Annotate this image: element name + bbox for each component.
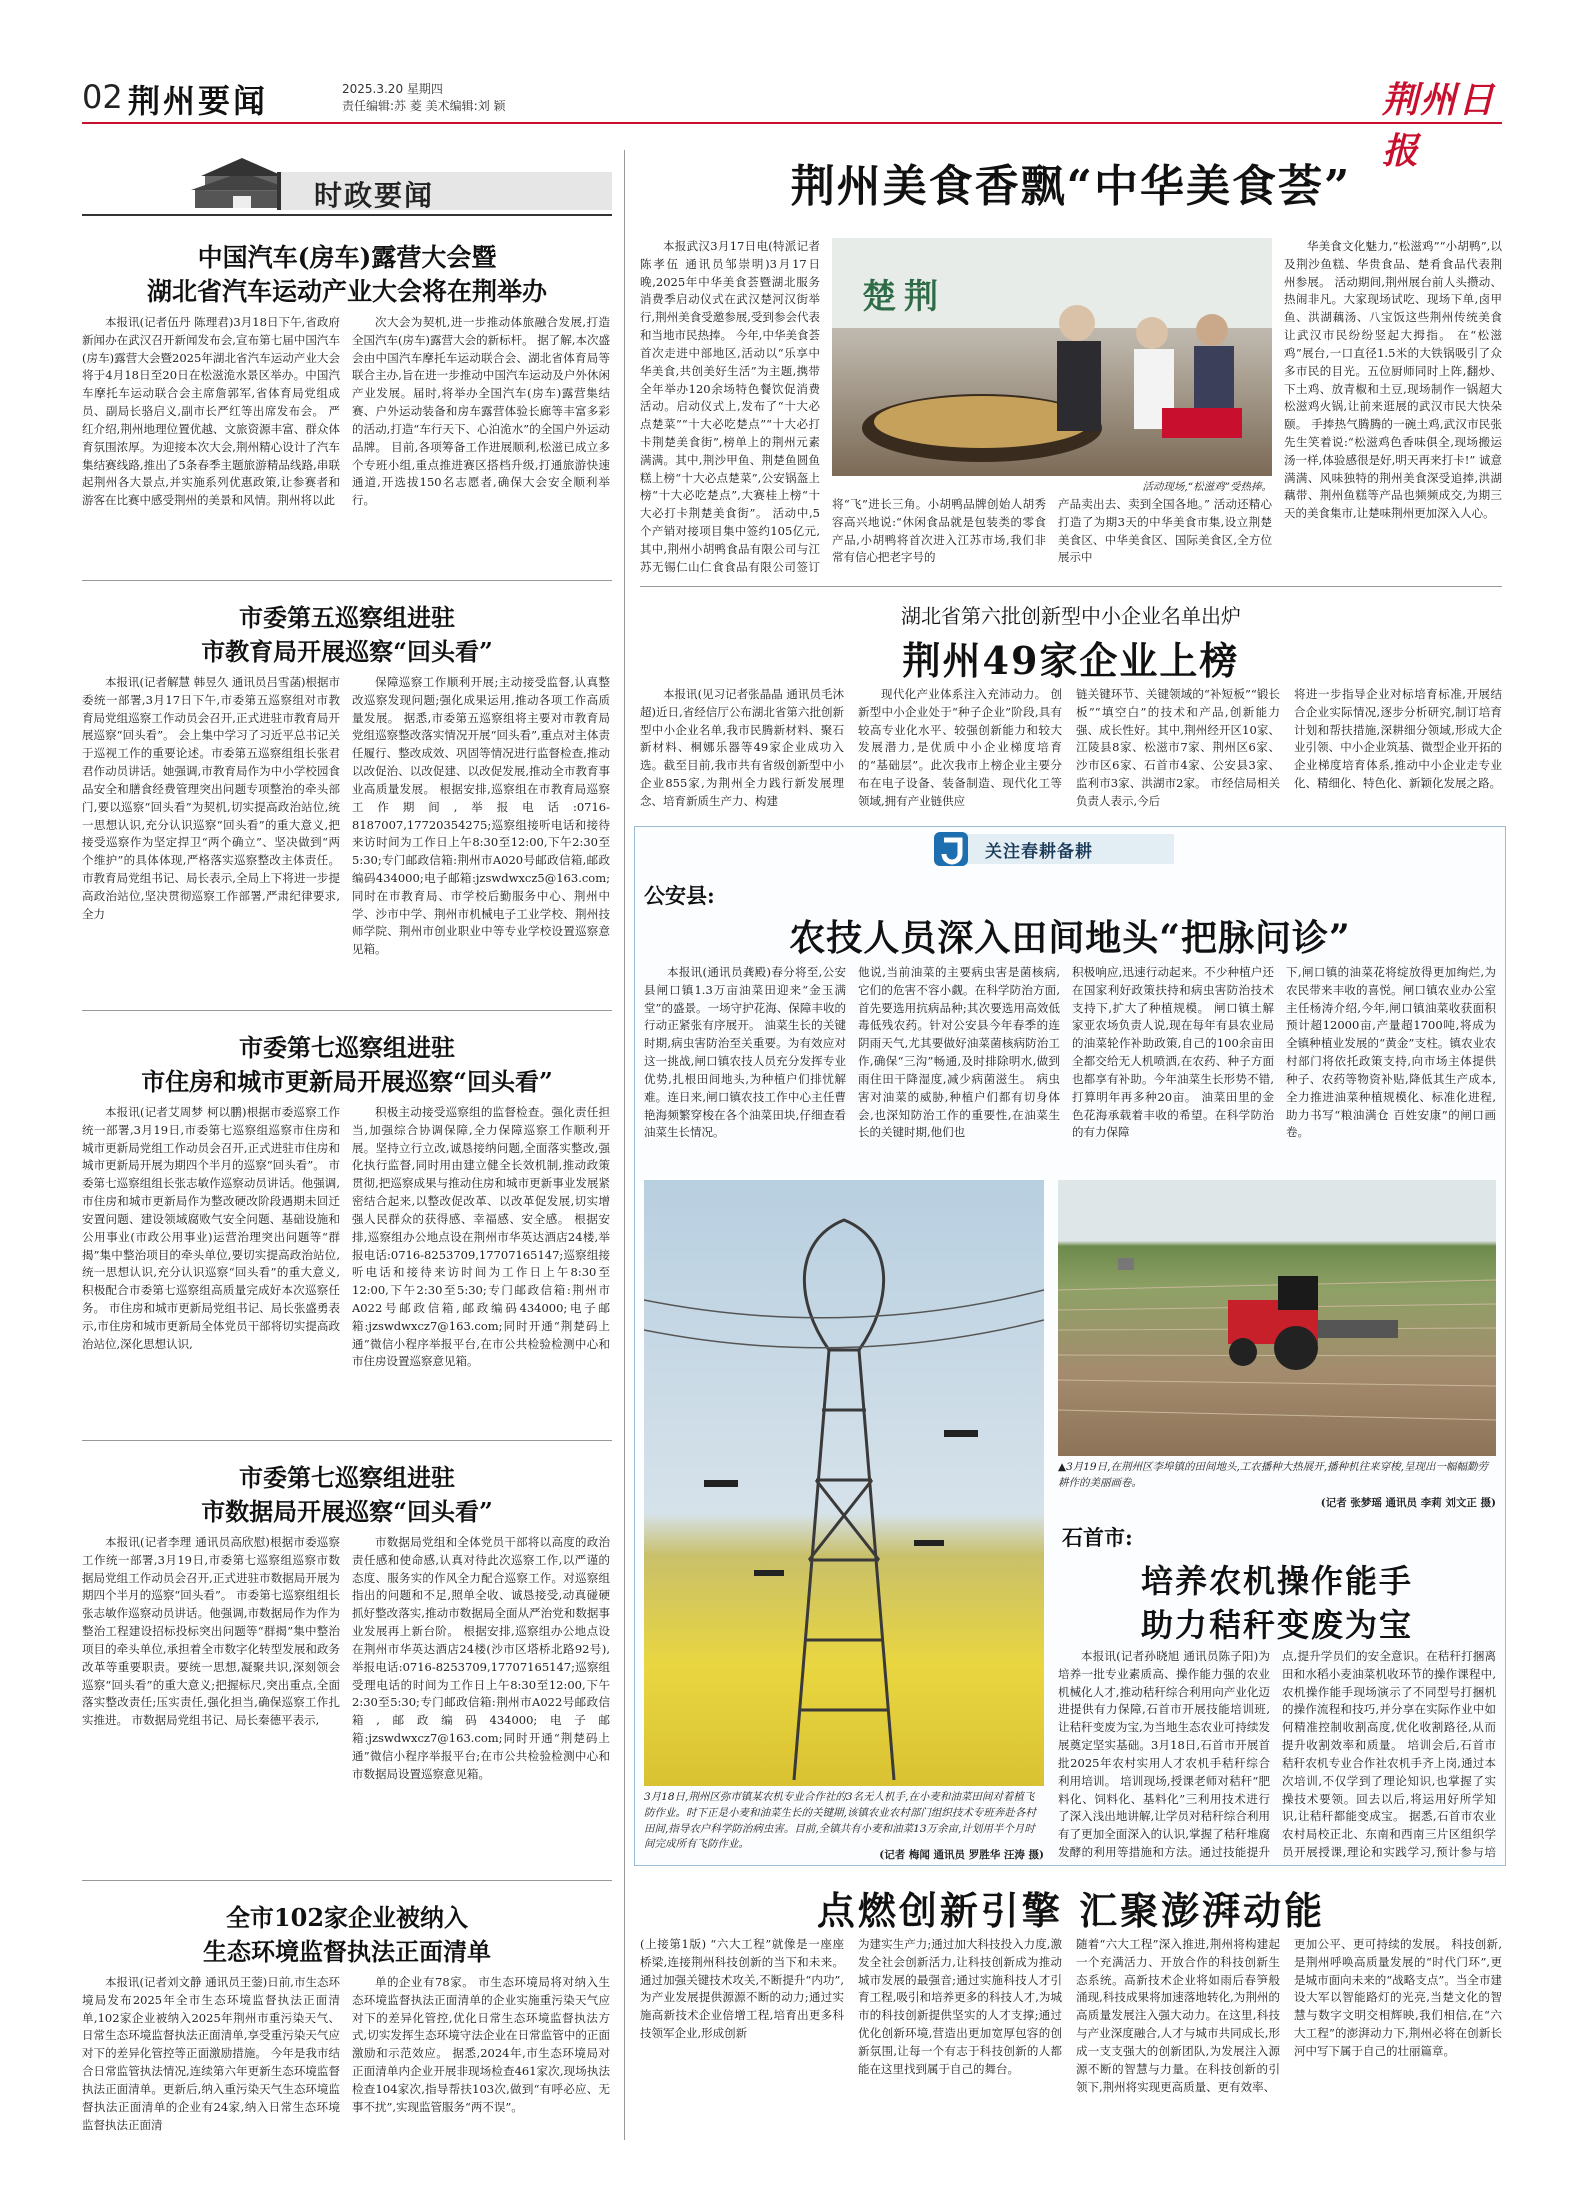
headline-inspection-housing-line2: 市住房和城市更新局开展巡察“回头看” <box>141 1067 553 1096</box>
section-title: 荆州要闻 <box>128 82 269 120</box>
article-innovation-col4: 更加公平、更可持续的发展。 科技创新,是荆州呼唤高质量发展的“时代门环”,更是城市面向未来的“战略支点”。当全市建设大军以智能路灯的光亮,当楚文化的智慧与数字文明交相辉映,我们相信,在“六大工程”的澎湃动力下,荆州必将在创新长河中写下属于自己的壮丽篇章。 <box>1294 1937 1502 2058</box>
column-divider <box>624 150 625 2140</box>
headline-inspection-education-line2: 市教育局开展巡察“回头看” <box>201 637 493 666</box>
article-inspection-housing-col2: 积极主动接受巡察组的监督检查。强化责任担当,加强综合协调保障,全力保障巡察工作顺利开展。坚持立行立改,诚恳接纳问题,全面落实整改,强化执行监督,同时用由建立健全长效机制,推动政策贯彻,把巡察成果与推动住房和城市更新事业发展紧密结合起来,以整改促改革、以改革促发展,切实增强人民群众的获得感、幸福感、安全感。 根据安排,巡察组办公地点设在荆州市华英达酒店24楼,举报电话:0716-8253709,17707165147;巡察组接听电话和接待来访时间为工作日上午8:30至12:00,下午2:30至5:30;专门邮政信箱:荆州市A022号邮政信箱,邮政编码434000;电子邮箱:jzswdwxcz7@163.com;同时开通“荆楚码上通”微信小程序举报平台,在市公共检验检测中心和市住房设置巡察意见箱。 <box>352 1105 610 1369</box>
article-innovative-smes-col1: 本报讯(见习记者张晶晶 通讯员毛沐超)近日,省经信厅公布湖北省第六批创新型中小企业名单,我市民腾新材料、聚石新材料、桐娜乐器等49家企业成功入选。截至目前,我市共有省级创新型中小企业855家,为荆州全力践行新发展理念、培育新质生产力、构建 <box>640 687 844 808</box>
svg-text:楚: 楚 <box>862 277 896 317</box>
tractor-photo-caption: ▲3月19日,在荆州区李埠镇的田间地头,工农播种大热展开,播种机往来穿梭,呈现出一幅幅勤劳耕作的美丽画卷。 <box>1058 1461 1488 1489</box>
power-tower-icon <box>644 1180 1044 1786</box>
article-innovation-col3: 随着“六大工程”深入推进,荆州将构建起一个充满活力、开放合作的科技创新生态系统。高新技术企业将如雨后春笋般涌现,科技成果将加速落地转化,为荆州的高质量发展注入强大动力。在这里,科技与产业深度融合,人才与城市共同成长,形成一支支强大的创新团队,为发展注入源源不断的智慧与力量。在科技创新的引领下,荆州将实现更高质量、更有效率、 <box>1076 1937 1280 2094</box>
headline-gongan-farming: 农技人员深入田间地头“把脉问诊” <box>789 917 1351 959</box>
food-fair-photo <box>832 238 1272 476</box>
headline-eco-list-line1: 全市102家企业被纳入 <box>225 1903 469 1932</box>
article-inspection-data-col1: 本报讯(记者李理 通讯员高欣慰)根据市委巡察工作统一部署,3月19日,市委第七巡察组巡察市数据局党组工作动员会召开,正式进驻市数据局开展为期四个半月的巡察“回头看”。 市委第七巡察组组长张志敏作巡察动员讲话。他强调,市数据局作为作为整治工程建设招标投标突出问题等“群揭”集中整治项目的牵头单位,承担着全市数字化转型发展和政务改革等重要职责。要统一思想,凝聚共识,深刻领会巡察“回头看”的重大意义;把握标尺,突出重点,全面落实整改责任;压实责任,强化担当,确保巡察工作扎实推进。 市数据局党组书记、局长秦德平表示, <box>82 1535 340 1728</box>
article-innovation-col2: 为建实生产力;通过加大科技投入力度,激发全社会创新活力,让科技创新成为推动城市发展的最强音;通过实施科技人才引育工程,吸引和培养更多的科技人才,为城市的科技创新提供坚实的人才支撑;通过优化创新环境,营造出更加宽厚包容的创新氛围,让每一个有志于科技创新的人都能在这里找到属于自己的舞台。 <box>858 1937 1062 2076</box>
divider <box>640 586 1502 587</box>
tractor-icon <box>1058 1180 1496 1456</box>
article-shishou-col2: 点,提升学员们的安全意识。在秸秆打捆离田和水稻小麦油菜机收环节的操作课程中,农机操作能手现场演示了不同型号打捆机的操作流程和技巧,并分享在实际作业中如何精准控制收割高度,优化收割路径,从而提升收割效率和质量。 培训会后,石首市秸秆农机专业合作社农机手齐上岗,通过本次培训,不仅学到了理论知识,也掌握了实操技术要领。回去以后,将运用好所学知识,让秸秆都能变成宝。 据悉,石首市农业农村局校正北、东南和西南三片区组织学员开展授课,理论和实践学习,预计参与培 <box>1282 1649 1496 1859</box>
page-number: 02 <box>82 78 123 116</box>
kicker-shishou: 石首市: <box>1062 1525 1133 1550</box>
divider <box>82 1880 612 1881</box>
spring-label: 关注春耕备耕 <box>985 842 1093 862</box>
headline-car-camping-line2: 湖北省汽车运动产业大会将在荆举办 <box>146 277 547 306</box>
article-innovative-smes-col4: 将进一步指导企业对标培育标准,开展结合企业实际情况,逐步分析研究,制订培育计划和帮扶措施,深耕细分领域,形成大企业引领、中小企业筑基、微型企业开拓的企业梯度培育体系,推动中小企业走专业化、精细化、特色化、新颖化发展之路。 <box>1294 687 1502 791</box>
headline-shishou-line2: 助力秸秆变废为宝 <box>1140 1606 1413 1644</box>
article-shishou-col1: 本报讯(记者孙晓旭 通讯员陈子阳)为培养一批专业素质高、操作能力强的农业机械化人才,推动秸秆综合利用向产业化迈进提供有力保障,石首市开展技能培训班,让秸秆变废为宝,为当地生态农业可持续发展奠定坚实基础。3月18日,石首市开展首批2025年农村实用人才农机手秸秆综合利用培训。 培训现场,授课老师对秸秆“肥料化、饲料化、基料化”三利用技术进行了深入浅出地讲解,让学员对秸秆综合利用有了更加全面深入的认识,掌握了秸秆堆腐发酵的利用等措施和方法。通过技能提升 <box>1058 1649 1270 1859</box>
page-header <box>82 78 1502 172</box>
article-eco-list-col1: 本报讯(记者刘文静 通讯员王蓥)日前,市生态环境局发布2025年全市生态环境监督执法正面清单,102家企业被纳入2025年荆州市重污染天气、日常生态环境监督执法正面清单,享受重污染天气应对下的差异化管控等正面激励措施。 今年是我市结合日常监管执法情况,连续第六年更新生态环境监督执法正面清单。更新后,纳入重污染天气生态环境监督执法正面清单的企业有24家,纳入日常生态环境监督执法正面清 <box>82 1975 340 2132</box>
article-gongan-col2: 他说,当前油菜的主要病虫害是菌核病,它们的危害不容小觑。在科学防治方面,首先要选用抗病品种;其次要选用高效低毒低残农药。针对公安县今年春季的连阴雨天气,尤其要做好油菜菌核病防治工作,确保“三沟”畅通,及时排除明水,做到雨住田干降湿度,减少病菌滋生。 病虫害对油菜的威胁,种植户们都有切身体会,也深知防治工作的重要性,在油菜生长的关键时期,他们也 <box>858 965 1060 1140</box>
article-car-camping-col1: 本报讯(记者伍丹 陈理君)3月18日下午,省政府新闻办在武汉召开新闻发布会,宣布第七届中国汽车(房车)露营大会暨2025年湖北省汽车运动产业大会将于4月18日至20日在松滋洈水景区举办。中国汽车摩托车运动联合会主席詹郭军,省体育局党组成员、副局长骆启义,副市长严红等出席发布会。 严红介绍,荆州地理位置优越、文旅资源丰富、群众体育氛围浓厚。为迎接本次大会,荆州精心设计了汽车集结赛线路,推出了5条春季主题旅游精品线路,串联起荆州各大景点,并实施系列优惠政策,让参赛者和游客在比赛中感受荆州的美景和风情。荆州将以此 <box>82 315 340 508</box>
section-banner <box>82 150 612 222</box>
headline-inspection-data-line2: 市数据局开展巡察“回头看” <box>201 1497 493 1526</box>
article-gongan-col4: 下,闸口镇的油菜花将绽放得更加绚烂,为农民带来丰收的喜悦。闸口镇农业办公室主任杨涛介绍,今年,闸口镇油菜收获面积预计超12000亩,产量超1700吨,将成为全镇种植业发展的“黄金”支柱。镇农业农村部门将依托政策支持,向市场主体提供种子、农药等物资补贴,降低其生产成本,全力推进油菜种植规模化、标准化进程,助力书写“粮油满仓 百姓安康”的闸口画卷。 <box>1286 965 1496 1140</box>
article-inspection-data-col2: 市数据局党组和全体党员干部将以高度的政治责任感和使命感,认真对待此次巡察工作,以严谨的态度、服务实的作风全力配合巡察工作。对巡察组指出的问题和不足,照单全收、诚恳接受,动真碰硬抓好整改落实,推动市数据局全面从严治党和数据事业发展再上新台阶。 根据安排,巡察组办公地点设在荆州市华英达酒店24楼(沙市区塔桥北路92号),举报电话:0716-8253709,17707165147;巡察组受理电话的时间为工作日上午8:30至12:00,下午2:30至5:30;专门邮政信箱:荆州市A022号邮政信箱,邮政编码434000;电子邮箱:jzswdwxcz7@163.com;同时开通“荆楚码上通”微信小程序举报平台;在市公共检验检测中心和市数据局设置巡察意见箱。 <box>352 1535 610 1781</box>
issue-date: 2025.3.20 星期四 <box>342 82 443 96</box>
banner-underline <box>82 214 612 216</box>
article-innovative-smes-col3: 链关键环节、关键领域的“补短板”“锻长板”“填空白”的技术和产品,创新能力强、成长性好。其中,荆州经开区10家、江陵县8家、松滋市7家、荆州区6家、沙市区6家、石首市4家、公安县3家、监利市3家、洪湖市2家。 市经信局相关负责人表示,今后 <box>1076 687 1280 808</box>
headline-inspection-housing-line1: 市委第七巡察组进驻 <box>239 1033 455 1062</box>
article-food-fair-col3: 产品卖出去、卖到全国各地。” 活动还精心打造了为期3天的中华美食市集,设立荆楚美食区、中华美食区、国际美食区,全方位展示中 <box>1058 497 1272 565</box>
divider <box>82 580 612 581</box>
article-innovation-col1: (上接第1版) “六大工程”就像是一座座桥梁,连接荆州科技创新的当下和未来。通过加强关键技术攻关,不断提升“内功”,为产业发展提供源源不断的动力;通过实施高新技术企业倍增工程,培育出更多科技领军企业,形成创新 <box>640 1937 844 2041</box>
headline-shishou-line1: 培养农机操作能手 <box>1140 1562 1413 1600</box>
article-food-fair-col2: 将“飞”进长三角。小胡鸭品牌创始人胡秀容高兴地说:“休闲食品就是包装类的零食产品,小胡鸭将首次进入江苏市场,我们非常有信心把老字号的 <box>832 497 1046 565</box>
newspaper-logo: 荆州日报 <box>1382 79 1497 172</box>
column-logo-icon <box>932 830 972 868</box>
article-inspection-housing-col1: 本报讯(记者艾周梦 柯以鹏)根据市委巡察工作统一部署,3月19日,市委第七巡察组巡察市住房和城市更新局党组工作动员会召开,正式进驻市住房和城市更新局开展为期四个半月的巡察“回头看”。 市委第七巡察组组长张志敏作巡察动员讲话。他强调,市住房和城市更新局作为整改硬改阶段遇期未回迁安置问题、建设领域腐败气安全问题、基础设施和公用事业(市政公用事业)运营治理突出问题等“群揭”集中整治项目的牵头单位,要切实提高政治站位,统一思想认识,充分认识巡察“回头看”的重大意义,积极配合市委第七巡察组高质量完成好本次巡察任务。 市住房和城市更新局党组书记、局长张盛勇表示,市住房和城市更新局全体党员干部将切实提高政治站位,深化思想认识, <box>82 1105 340 1351</box>
headline-inspection-data-line1: 市委第七巡察组进驻 <box>239 1463 455 1492</box>
tractor-field-photo <box>1058 1180 1496 1456</box>
divider <box>82 1440 612 1441</box>
drone-photo-caption: 3月18日,荆州区弥市镇某农机专业合作社的3名无人机手,在小麦和油菜田间对着植飞防作业。时下正是小麦和油菜生长的关键期,该镇农业农村部门组织技术专班奔赴各村田间,指导农户科学防治病虫害。目前,全镇共有小麦和油菜13万余亩,计划用半个月时间完成所有飞防作业。 <box>644 1791 1036 1851</box>
drone-photo-credit: (记者 梅闻 通讯员 罗胜华 汪涛 摄) <box>879 1849 1044 1861</box>
kicker-gongan: 公安县: <box>644 883 715 908</box>
article-car-camping-col2: 次大会为契机,进一步推动体旅融合发展,打造全国汽车(房车)露营大会的新标杆。 据了解,本次盛会由中国汽车摩托车运动联合会、湖北省体育局等联合主办,旨在进一步推动中国汽车运动及户外休闲产业发展。届时,将举办全国汽车(房车)露营集结赛、户外运动装备和房车露营体验长廊等丰富多彩的活动,打造“车行天下、心泊洈水”的全国户外运动品牌。 目前,各项筹备工作进展顺利,松滋已成立多个专班小组,重点推进赛区搭档升级,打通旅游快速通道,开选拔150名志愿者,确保大会安全顺利举行。 <box>352 315 610 508</box>
article-inspection-education-col1: 本报讯(记者解慧 韩昱久 通讯员吕雪菡)根据市委统一部署,3月17日下午,市委第五巡察组对市教育局党组巡察工作动员会召开,正式进驻市教育局开展巡察“回头看”。 会上集中学习了习近平总书记关于巡视工作的重要论述。市委第五巡察组组长张君君作动员讲话。她强调,市教育局作为中小学校园食品安全和膳食经费管理突出问题专项整治的牵头部门,要以巡察“回头看”为契机,切实提高政治站位,统一思想认识,充分认识巡察“回头看”的重大意义,把接受巡察作为坚定捍卫“两个确立”、坚决做到“两个维护”的具体体现,严格落实巡察整改主体责任。 市教育局党组书记、局长表示,全局上下将进一步提高政治站位,坚决贯彻巡察工作部署,严肃纪律要求,全力 <box>82 675 340 921</box>
article-food-fair-col4: 华美食文化魅力,“松滋鸡”“小胡鸭”,以及荆沙鱼糕、华贵食品、楚肴食品代表荆州参展。 活动期间,荆州展台前人头攒动、热闹非凡。大家现场试吃、现场下单,卤甲鱼、洪湖藕汤、八宝饭这些荆州传统美食让武汉市民纷纷竖起大拇指。 在“松滋鸡”展台,一口直径1.5米的大铁锅吸引了众多市民的目光。五位厨师同时上阵,翻炒、下土鸡、放青椒和土豆,现场制作一锅超大松滋鸡火锅,让前来逛展的武汉市民大快朵颐。 手捧热气腾腾的一碗土鸡,武汉市民张先生笑着说:“松滋鸡色香味俱全,现场搬运汤一样,体验感很是好,明天再来打卡!” 诚意满满、风味独特的荆州美食深受追捧,洪湖藕带、荆州鱼糕等产品也频频成交,为期三天的美食集市,让楚味荆州更加深入人心。 <box>1284 239 1502 521</box>
food-fair-scene-icon <box>832 238 1272 476</box>
headline-eco-list-line2: 生态环境监督执法正面清单 <box>203 1937 491 1966</box>
svg-text:荆: 荆 <box>904 277 938 317</box>
kicker-innovative-smes: 湖北省第六批创新型中小企业名单出炉 <box>901 604 1241 628</box>
article-eco-list-col2: 单的企业有78家。 市生态环境局将对纳入生态环境监督执法正面清单的企业实施重污染天气应对下的差异化管控,优化日常生态环境监督执法方式,切实发挥生态环境守法企业在日常监管中的正面激励和示范效应。 据悉,2024年,市生态环境局对正面清单内企业开展非现场检查461家次,现场执法检查104家次,指导帮扶103次,做到“有呼必应、无事不扰”,实现监管服务“两不误”。 <box>352 1975 610 2114</box>
tractor-photo-credit: (记者 张梦瑶 通讯员 李莉 刘文正 摄) <box>1320 1497 1496 1509</box>
divider <box>82 1010 612 1011</box>
banner-label: 时政要闻 <box>314 179 435 212</box>
drone-rapeseed-photo <box>644 1180 1044 1786</box>
food-fair-caption: 活动现场,“松滋鸡”受热捧。 <box>1142 481 1272 493</box>
header-rule <box>82 122 1502 124</box>
editor-credits: 责任编辑:苏 菱 美术编辑:刘 颖 <box>342 99 506 113</box>
headline-innovative-smes: 荆州49家企业上榜 <box>902 638 1240 683</box>
article-food-fair-col1: 本报武汉3月17日电(特派记者陈孝伍 通讯员邹崇明)3月17日晚,2025年中华美食荟暨湖北服务消费季启动仪式在武汉楚河汉街举行,荆州美食受邀参展,受到参会代表和当地市民热捧。 今年,中华美食荟首次走进中部地区,活动以“乐享中华美食,共创美好生活”为主题,携带全年举办120余场特色餐饮促消费活动。启动仪式上,发布了“十大必点楚菜”“十大必吃楚点”“十大必打卡荆楚美食街”,榜单上的荆州元素满满。其中,荆沙甲鱼、荆楚鱼圆鱼糕上榜“十大必点楚菜”,公安锅盔上榜“十大必吃楚点”,大赛桂上榜“十大必打卡荆楚美食街”。 活动中,5个产销对接项目集中签约105亿元,其中,荆州小胡鸭食品有限公司与江苏无锡仁山仁食食品有限公司签订 <box>640 239 820 573</box>
headline-inspection-education-line1: 市委第五巡察组进驻 <box>239 603 455 632</box>
article-innovative-smes-col2: 现代化产业体系注入充沛动力。 创新型中小企业处于“种子企业”阶段,具有较高专业化水平、较强创新能力和较大发展潜力,是优质中小企业梯度培育的“基础层”。此次我市上榜企业主要分布在电子设备、装备制造、现代化工等领域,拥有产业链供应 <box>858 687 1062 808</box>
headline-car-camping-line1: 中国汽车(房车)露营大会暨 <box>197 243 497 272</box>
article-gongan-col1: 本报讯(通讯员龚殿)春分将至,公安县闸口镇1.3万亩油菜田迎来“金玉满堂”的盛景。一场守护花海、保障丰收的行动正紧张有序展开。 油菜生长的关键时期,病虫害防治至关重要。为有效应对这一挑战,闸口镇农技人员充分发挥专业优势,扎根田间地头,为种植户们排忧解难。连日来,闸口镇农技工作中心主任曹艳海频繁穿梭在各个油菜田块,仔细查看油菜生长情况。 <box>644 965 846 1140</box>
article-inspection-education-col2: 保障巡察工作顺利开展;主动接受监督,认真整改巡察发现问题;强化成果运用,推动各项工作高质量发展。 据悉,市委第五巡察组将主要对市教育局党组巡察整改落实情况开展“回头看”,重点对主体责任履行、整改成效、巩固等情况进行监督检查,推动以改促治、以改促建、以改促发展,推动全市教育事业高质量发展。 根据安排,巡察组在市教育局巡察工作期间,举报电话:0716-8187007,17720354275;巡察组接听电话和接待来访时间为工作日上午8:30至12:00,下午2:30至5:30;专门邮政信箱:荆州市A020号邮政信箱,邮政编码434000;电子邮箱:jzswdwxcz5@163.com;同时在市教育局、市学校后勤服务中心、荆州中学、沙市中学、荆州市机械电子工业学校、荆州技师学院、荆州市创业职业中等专业学校设置巡察意见箱。 <box>352 675 610 957</box>
headline-food-fair: 荆州美食香飘“中华美食荟” <box>790 161 1352 212</box>
article-gongan-col3: 积极响应,迅速行动起来。不少种植户还在国家利好政策扶持和病虫害防治技术支持下,扩大了种植规模。 闸口镇土解家亚农场负责人说,现在每年有县农业局的油菜轮作补助政策,自己的100余亩田全都交给无人机喷洒,在农药、种子方面也都享有补助。今年油菜生长形势不错,打算明年再多种20亩。 油菜田里的金色花海承载着丰收的希望。在科学防治的有力保障 <box>1072 965 1274 1140</box>
headline-innovation-engine: 点燃创新引擎 汇聚澎湃动能 <box>816 1888 1326 1933</box>
